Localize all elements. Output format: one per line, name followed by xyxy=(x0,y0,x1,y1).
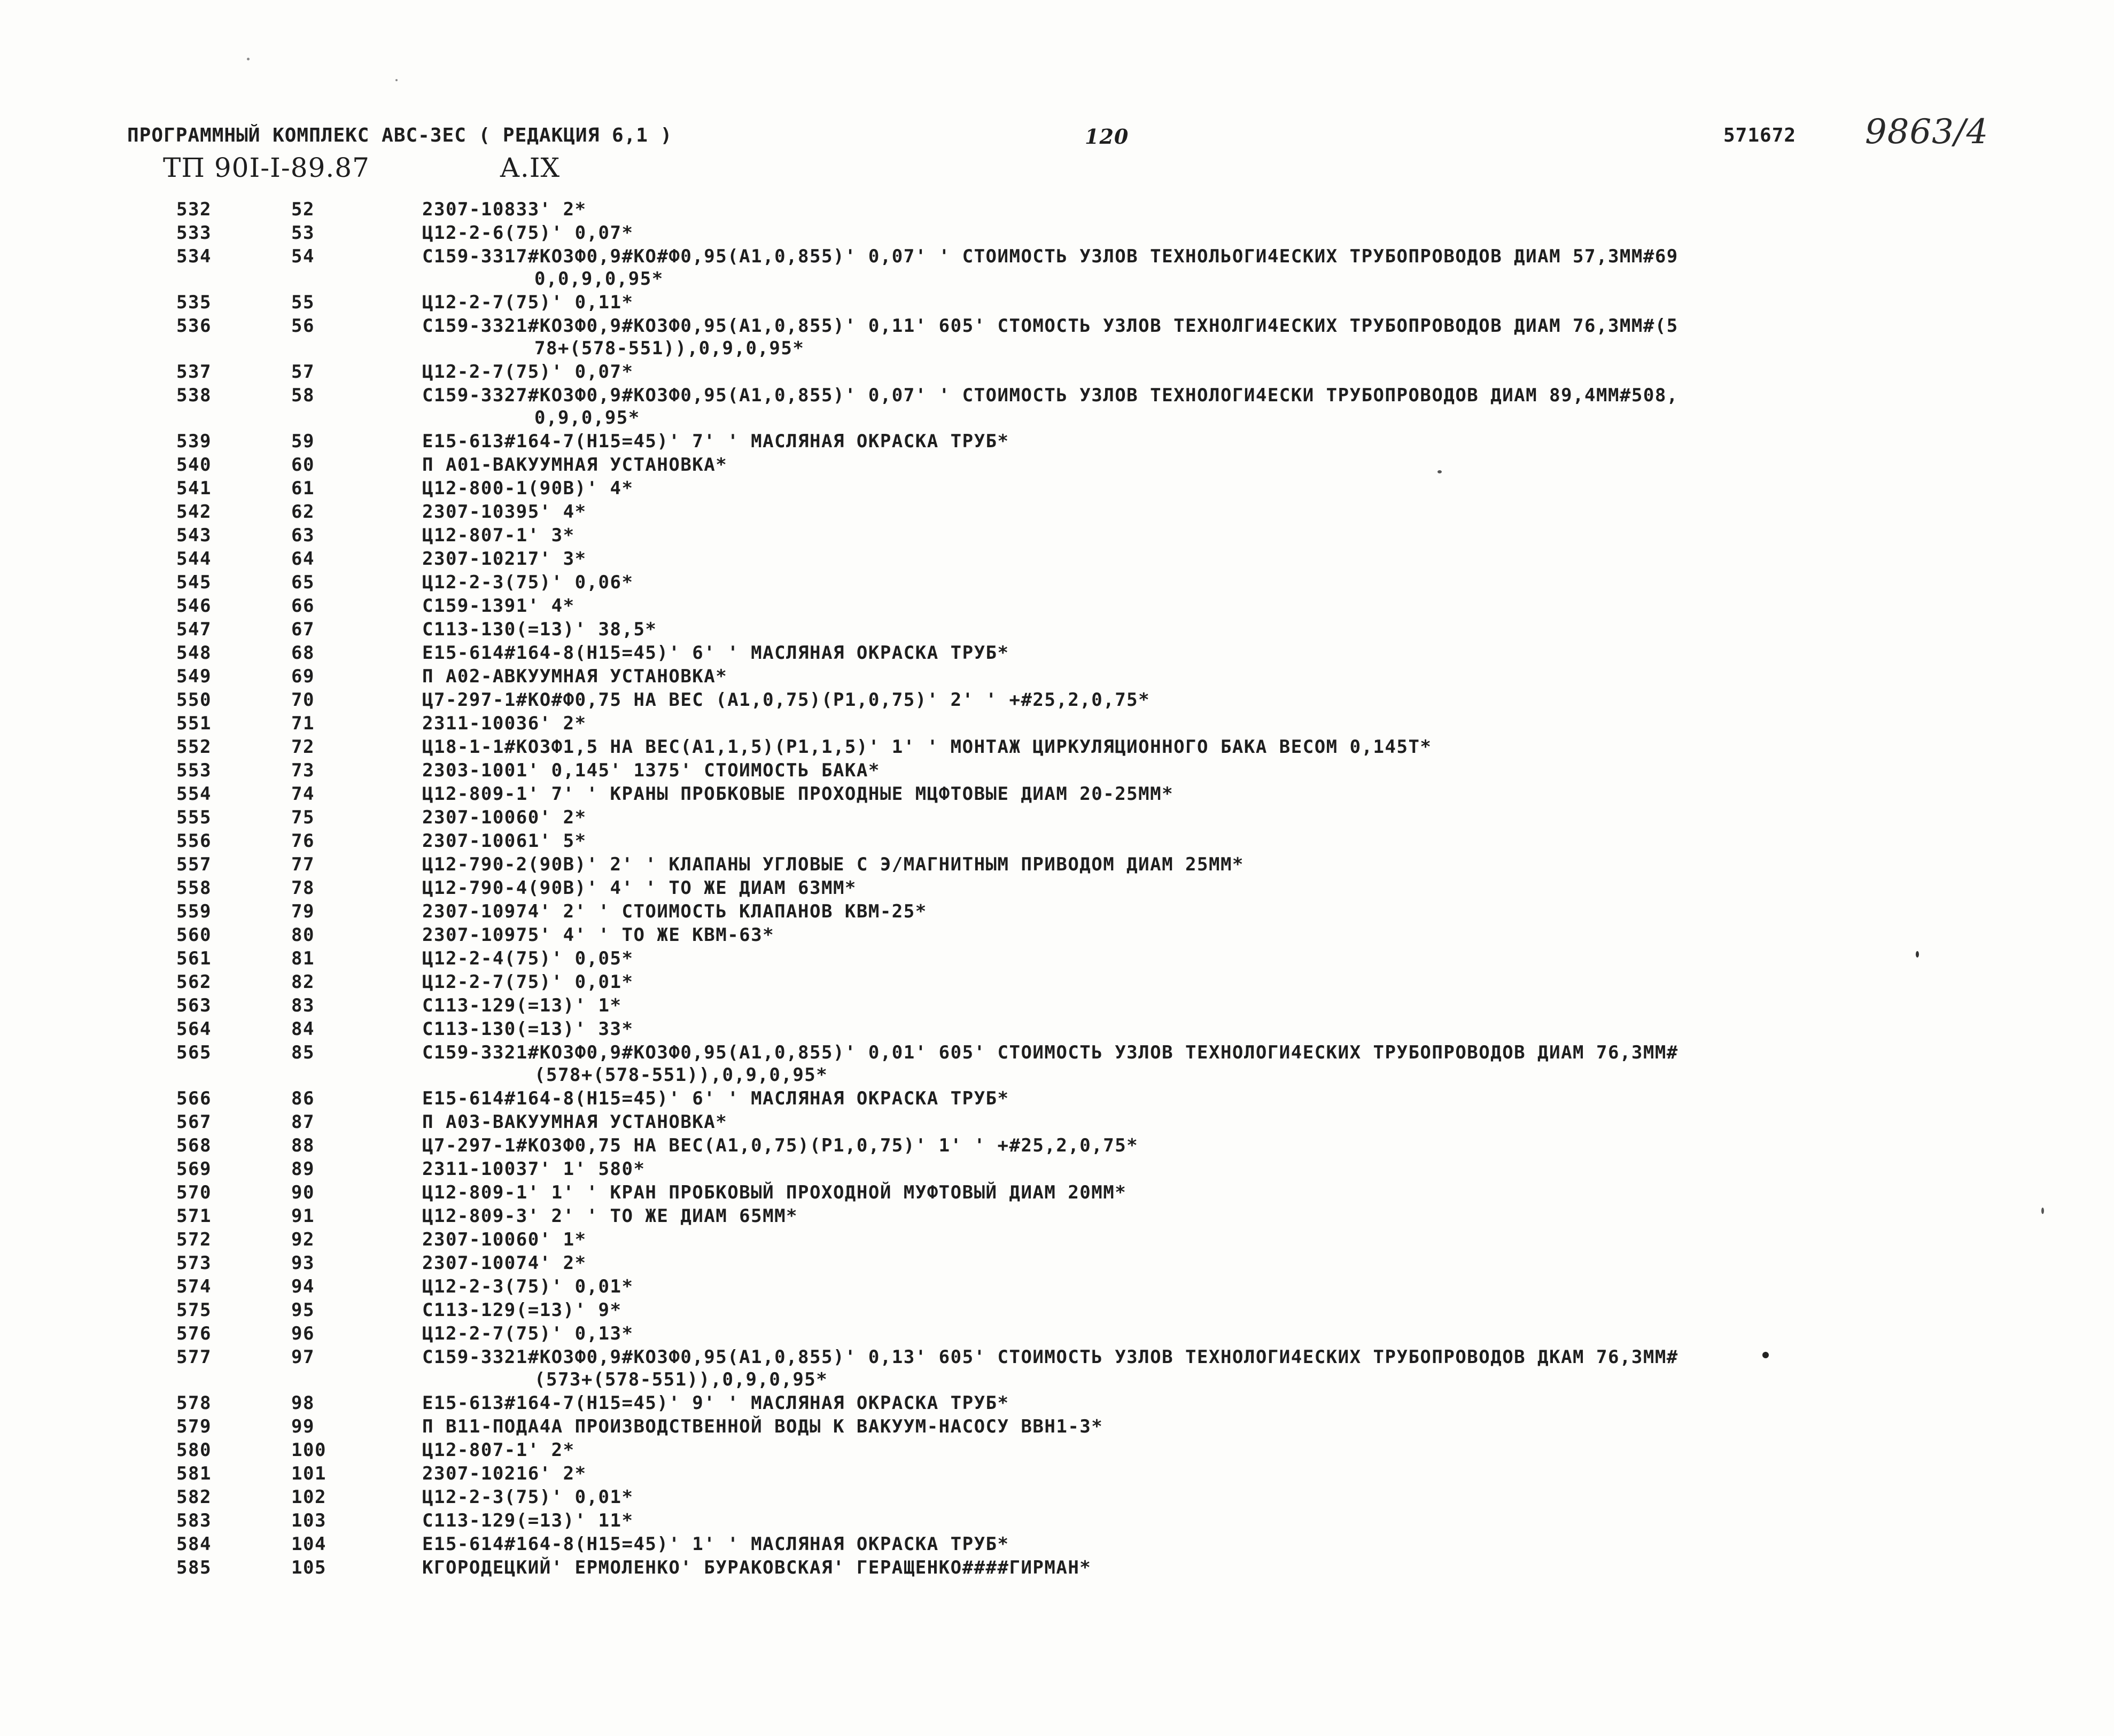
record-text: Е15-614#164-8(Н15=45)' 1' ' МАСЛЯНАЯ ОКРАСКА ТРУБ* xyxy=(422,1533,1009,1555)
record-number: 74 xyxy=(291,783,315,805)
record-number: 79 xyxy=(291,901,315,922)
record-text: Е15-614#164-8(Н15=45)' 6' ' МАСЛЯНАЯ ОКРАСКА ТРУБ* xyxy=(422,1088,1009,1109)
listing-row xyxy=(0,1509,2114,1532)
record-text: 2307-10061' 5* xyxy=(422,830,587,852)
listing-row xyxy=(0,1438,2114,1462)
line-number: 545 xyxy=(176,572,212,593)
line-number: 546 xyxy=(176,595,212,617)
line-number: 582 xyxy=(176,1486,212,1508)
listing-row xyxy=(0,1298,2114,1322)
line-number: 577 xyxy=(176,1346,212,1368)
record-number: 71 xyxy=(291,713,315,734)
record-number: 82 xyxy=(291,971,315,993)
line-number: 541 xyxy=(176,478,212,499)
record-number: 96 xyxy=(291,1323,315,1344)
record-text: 2307-10216' 2* xyxy=(422,1463,587,1484)
listing-row xyxy=(0,1087,2114,1110)
listing-row xyxy=(0,618,2114,641)
record-number: 72 xyxy=(291,736,315,758)
project-code: ТП 90I-I-89.87 xyxy=(163,152,370,183)
record-text: Ц12-809-1' 7' ' КРАНЫ ПРОБКОВЫЕ ПРОХОДНЫЕ МЦФТОВЫЕ ДИАМ 20-25ММ* xyxy=(422,783,1174,805)
line-number: 568 xyxy=(176,1135,212,1156)
record-text: Ц12-809-1' 1' ' КРАН ПРОБКОВЫЙ ПРОХОДНОЙ МУФТОВЫЙ ДИАМ 20ММ* xyxy=(422,1182,1127,1203)
listing-row xyxy=(0,759,2114,782)
record-number: 87 xyxy=(291,1111,315,1133)
listing-row xyxy=(0,970,2114,994)
record-text: Ц18-1-1#КО3Ф1,5 НА ВЕС(А1,1,5)(Р1,1,5)' 1' ' МОНТАЖ ЦИРКУЛЯЦИОННОГО БАКА ВЕСОМ 0,145Т* xyxy=(422,736,1432,758)
record-text: С113-129(=13)' 11* xyxy=(422,1510,634,1531)
listing-row xyxy=(0,384,2114,430)
line-number: 549 xyxy=(176,666,212,687)
scan-speck xyxy=(1762,1352,1769,1358)
line-number: 576 xyxy=(176,1323,212,1344)
line-number: 543 xyxy=(176,525,212,546)
listing-row xyxy=(0,500,2114,524)
line-number: 564 xyxy=(176,1018,212,1040)
handwritten-sheet-number: 9863/4 xyxy=(1865,112,1989,152)
line-number: 561 xyxy=(176,948,212,969)
record-text: Ц12-809-3' 2' ' ТО ЖЕ ДИАМ 65ММ* xyxy=(422,1205,798,1227)
record-text: П А01-ВАКУУМНАЯ УСТАНОВКА* xyxy=(422,454,728,476)
record-text: Ц12-800-1(90В)' 4* xyxy=(422,478,634,499)
record-text: Е15-613#164-7(Н15=45)' 7' ' МАСЛЯНАЯ ОКРАСКА ТРУБ* xyxy=(422,431,1009,452)
line-number: 555 xyxy=(176,807,212,828)
listing-row xyxy=(0,1041,2114,1087)
listing-row xyxy=(0,994,2114,1017)
record-number: 80 xyxy=(291,924,315,946)
record-number: 92 xyxy=(291,1229,315,1250)
record-number: 95 xyxy=(291,1299,315,1321)
line-number: 533 xyxy=(176,222,212,244)
record-number: 52 xyxy=(291,199,315,220)
listing-row xyxy=(0,782,2114,806)
listing-row xyxy=(0,829,2114,853)
record-text: 2307-10833' 2* xyxy=(422,199,587,220)
record-continuation: (578+(578-551)),0,9,0,95* xyxy=(534,1064,828,1086)
line-number: 558 xyxy=(176,877,212,899)
record-text: 2307-10217' 3* xyxy=(422,548,587,570)
listing-row xyxy=(0,314,2114,360)
listing-row xyxy=(0,594,2114,618)
listing-row xyxy=(0,1556,2114,1579)
line-number: 540 xyxy=(176,454,212,476)
record-number: 78 xyxy=(291,877,315,899)
line-number: 544 xyxy=(176,548,212,570)
line-number: 559 xyxy=(176,901,212,922)
listing-row xyxy=(0,477,2114,500)
record-text: С159-3321#КО3Ф0,9#КО3Ф0,95(А1,0,855)' 0,13' 605' СТОИМОСТЬ УЗЛОВ ТЕХНОЛОГИ4ЕСКИХ ТРУБОПРОВОДОВ ДКАМ 76,3ММ# xyxy=(422,1346,1678,1368)
record-number: 53 xyxy=(291,222,315,244)
page-number: 120 xyxy=(1085,124,1129,149)
record-continuation: 0,0,9,0,95* xyxy=(534,268,664,290)
record-text: Ц12-2-7(75)' 0,13* xyxy=(422,1323,634,1344)
record-text: Ц12-2-7(75)' 0,11* xyxy=(422,292,634,313)
line-number: 560 xyxy=(176,924,212,946)
line-number: 584 xyxy=(176,1533,212,1555)
line-number: 569 xyxy=(176,1158,212,1180)
listing-row xyxy=(0,245,2114,291)
record-number: 55 xyxy=(291,292,315,313)
record-number: 76 xyxy=(291,830,315,852)
line-number: 536 xyxy=(176,315,212,337)
record-number: 59 xyxy=(291,431,315,452)
record-text: С159-3327#КО3Ф0,9#КО3Ф0,95(А1,0,855)' 0,07' ' СТОИМОСТЬ УЗЛОВ ТЕХНОЛОГИ4ЕСКИ ТРУБОПРОВОДОВ ДИАМ 89,4ММ#508, xyxy=(422,385,1678,406)
record-number: 62 xyxy=(291,501,315,523)
listing-row xyxy=(0,876,2114,900)
record-number: 103 xyxy=(291,1510,327,1531)
line-number: 567 xyxy=(176,1111,212,1133)
record-number: 83 xyxy=(291,995,315,1016)
record-text: Ц7-297-1#КО#Ф0,75 НА ВЕС (А1,0,75)(Р1,0,75)' 2' ' +#25,2,0,75* xyxy=(422,689,1151,711)
listing-row xyxy=(0,360,2114,384)
record-number: 81 xyxy=(291,948,315,969)
record-text: Ц12-2-6(75)' 0,07* xyxy=(422,222,634,244)
record-text: Ц12-790-2(90В)' 2' ' КЛАПАНЫ УГЛОВЫЕ С Э/МАГНИТНЫМ ПРИВОДОМ ДИАМ 25ММ* xyxy=(422,854,1244,875)
listing-row xyxy=(0,1181,2114,1204)
listing-row xyxy=(0,547,2114,571)
record-number: 75 xyxy=(291,807,315,828)
record-number: 57 xyxy=(291,361,315,383)
record-text: С159-3321#КО3Ф0,9#КО3Ф0,95(А1,0,855)' 0,01' 605' СТОИМОСТЬ УЗЛОВ ТЕХНОЛОГИ4ЕСКИХ ТРУБОПРОВОДОВ ДИАМ 76,3ММ# xyxy=(422,1042,1678,1063)
record-text: П В11-ПОДА4А ПРОИЗВОДСТВЕННОЙ ВОДЫ К ВАКУУМ-НАСОСУ ВВН1-3* xyxy=(422,1416,1103,1437)
record-number: 64 xyxy=(291,548,315,570)
record-number: 69 xyxy=(291,666,315,687)
listing-row xyxy=(0,806,2114,829)
line-number: 570 xyxy=(176,1182,212,1203)
line-number: 562 xyxy=(176,971,212,993)
record-text: С113-130(=13)' 38,5* xyxy=(422,619,657,640)
record-number: 105 xyxy=(291,1557,327,1578)
line-number: 532 xyxy=(176,199,212,220)
record-number: 56 xyxy=(291,315,315,337)
record-text: 2311-10036' 2* xyxy=(422,713,587,734)
program-title: ПРОГРАММНЫЙ КОМПЛЕКС АВС-3ЕС ( РЕДАКЦИЯ 6,1 ) xyxy=(127,124,673,146)
record-number: 60 xyxy=(291,454,315,476)
record-text: Ц12-2-4(75)' 0,05* xyxy=(422,948,634,969)
record-text: П А02-АВКУУМНАЯ УСТАНОВКА* xyxy=(422,666,728,687)
line-number: 557 xyxy=(176,854,212,875)
record-text: КГОРОДЕЦКИЙ' ЕРМОЛЕНКО' БУРАКОВСКАЯ' ГЕРАЩЕНКО####ГИРМАН* xyxy=(422,1557,1092,1578)
line-number: 572 xyxy=(176,1229,212,1250)
listing-row xyxy=(0,641,2114,665)
record-number: 102 xyxy=(291,1486,327,1508)
listing-row xyxy=(0,1251,2114,1275)
record-continuation: (573+(578-551)),0,9,0,95* xyxy=(534,1369,828,1390)
listing-row xyxy=(0,291,2114,314)
line-number: 585 xyxy=(176,1557,212,1578)
document-code: 571672 xyxy=(1723,124,1797,146)
scan-speck xyxy=(395,79,398,81)
listing-row xyxy=(0,571,2114,594)
listing-row xyxy=(0,1110,2114,1134)
listing-row xyxy=(0,735,2114,759)
record-text: С113-130(=13)' 33* xyxy=(422,1018,634,1040)
record-number: 65 xyxy=(291,572,315,593)
record-number: 54 xyxy=(291,246,315,267)
record-number: 89 xyxy=(291,1158,315,1180)
scan-speck xyxy=(1437,470,1442,473)
record-number: 100 xyxy=(291,1439,327,1461)
record-text: С159-1391' 4* xyxy=(422,595,575,617)
listing-row xyxy=(0,712,2114,735)
record-text: 2307-10060' 2* xyxy=(422,807,587,828)
record-text: С159-3317#КО3Ф0,9#КО#Ф0,95(А1,0,855)' 0,07' ' СТОИМОСТЬ УЗЛОВ ТЕХНОЛЬОГИ4ЕСКИХ ТРУБОПРОВОДОВ ДИАМ 57,3ММ#69 xyxy=(422,246,1678,267)
record-number: 61 xyxy=(291,478,315,499)
record-number: 97 xyxy=(291,1346,315,1368)
record-text: 2307-10074' 2* xyxy=(422,1252,587,1274)
record-number: 94 xyxy=(291,1276,315,1297)
record-text: С113-129(=13)' 9* xyxy=(422,1299,622,1321)
listing-row xyxy=(0,1322,2114,1345)
record-text: Е15-613#164-7(Н15=45)' 9' ' МАСЛЯНАЯ ОКРАСКА ТРУБ* xyxy=(422,1392,1009,1414)
line-number: 583 xyxy=(176,1510,212,1531)
line-number: 539 xyxy=(176,431,212,452)
record-number: 86 xyxy=(291,1088,315,1109)
line-number: 573 xyxy=(176,1252,212,1274)
listing-row xyxy=(0,923,2114,947)
line-number: 552 xyxy=(176,736,212,758)
record-number: 90 xyxy=(291,1182,315,1203)
record-text: С159-3321#КО3Ф0,9#КО3Ф0,95(А1,0,855)' 0,11' 605' СТОМОСТЬ УЗЛОВ ТЕХНОЛГИ4ЕСКИХ ТРУБОПРОВОДОВ ДИАМ 76,3ММ#(5 xyxy=(422,315,1678,337)
record-number: 63 xyxy=(291,525,315,546)
listing-row xyxy=(0,853,2114,876)
record-text: 2311-10037' 1' 580* xyxy=(422,1158,646,1180)
record-number: 67 xyxy=(291,619,315,640)
record-number: 98 xyxy=(291,1392,315,1414)
listing-row xyxy=(0,665,2114,688)
record-text: С113-129(=13)' 1* xyxy=(422,995,622,1016)
line-number: 548 xyxy=(176,642,212,664)
line-number: 538 xyxy=(176,385,212,406)
line-number: 553 xyxy=(176,760,212,781)
listing-row xyxy=(0,1017,2114,1041)
record-text: 2307-10974' 2' ' СТОИМОСТЬ КЛАПАНОВ КВМ-25* xyxy=(422,901,927,922)
line-number: 556 xyxy=(176,830,212,852)
listing-row xyxy=(0,221,2114,245)
record-number: 70 xyxy=(291,689,315,711)
record-number: 68 xyxy=(291,642,315,664)
listing-row xyxy=(0,1134,2114,1157)
record-text: 2307-10060' 1* xyxy=(422,1229,587,1250)
record-continuation: 78+(578-551)),0,9,0,95* xyxy=(534,338,805,359)
record-text: Ц12-2-7(75)' 0,01* xyxy=(422,971,634,993)
record-text: Ц12-2-7(75)' 0,07* xyxy=(422,361,634,383)
line-number: 551 xyxy=(176,713,212,734)
record-text: 2303-1001' 0,145' 1375' СТОИМОСТЬ БАКА* xyxy=(422,760,880,781)
listing-row xyxy=(0,1485,2114,1509)
line-number: 554 xyxy=(176,783,212,805)
line-number: 535 xyxy=(176,292,212,313)
scan-speck xyxy=(2041,1208,2044,1214)
listing-row xyxy=(0,1532,2114,1556)
listing-row xyxy=(0,198,2114,221)
record-number: 77 xyxy=(291,854,315,875)
line-number: 574 xyxy=(176,1276,212,1297)
record-number: 104 xyxy=(291,1533,327,1555)
listing-row xyxy=(0,900,2114,923)
listing-row xyxy=(0,453,2114,477)
listing-row xyxy=(0,1391,2114,1415)
line-number: 566 xyxy=(176,1088,212,1109)
record-number: 85 xyxy=(291,1042,315,1063)
record-text: Ц12-2-3(75)' 0,01* xyxy=(422,1276,634,1297)
line-number: 563 xyxy=(176,995,212,1016)
line-number: 537 xyxy=(176,361,212,383)
record-text: 2307-10395' 4* xyxy=(422,501,587,523)
record-number: 88 xyxy=(291,1135,315,1156)
record-number: 91 xyxy=(291,1205,315,1227)
listing-row xyxy=(0,1415,2114,1438)
scan-speck xyxy=(247,58,250,60)
listing-row xyxy=(0,1157,2114,1181)
listing-row xyxy=(0,1345,2114,1391)
line-number: 534 xyxy=(176,246,212,267)
record-number: 93 xyxy=(291,1252,315,1274)
record-number: 66 xyxy=(291,595,315,617)
record-text: Е15-614#164-8(Н15=45)' 6' ' МАСЛЯНАЯ ОКРАСКА ТРУБ* xyxy=(422,642,1009,664)
record-text: Ц7-297-1#КО3Ф0,75 НА ВЕС(А1,0,75)(Р1,0,75)' 1' ' +#25,2,0,75* xyxy=(422,1135,1139,1156)
listing-row xyxy=(0,1204,2114,1228)
line-number: 547 xyxy=(176,619,212,640)
record-continuation: 0,9,0,95* xyxy=(534,407,640,429)
line-number: 580 xyxy=(176,1439,212,1461)
scan-speck xyxy=(1916,951,1919,957)
line-number: 542 xyxy=(176,501,212,523)
listing-row xyxy=(0,524,2114,547)
listing-row xyxy=(0,1462,2114,1485)
line-number: 550 xyxy=(176,689,212,711)
record-number: 84 xyxy=(291,1018,315,1040)
record-text: Ц12-2-3(75)' 0,01* xyxy=(422,1486,634,1508)
listing-row xyxy=(0,1275,2114,1298)
record-text: Ц12-807-1' 3* xyxy=(422,525,575,546)
record-number: 99 xyxy=(291,1416,315,1437)
record-number: 73 xyxy=(291,760,315,781)
listing-row xyxy=(0,1228,2114,1251)
line-number: 579 xyxy=(176,1416,212,1437)
record-text: Ц12-790-4(90В)' 4' ' ТО ЖЕ ДИАМ 63ММ* xyxy=(422,877,857,899)
record-text: Ц12-807-1' 2* xyxy=(422,1439,575,1461)
line-number: 578 xyxy=(176,1392,212,1414)
line-number: 565 xyxy=(176,1042,212,1063)
listing-row xyxy=(0,430,2114,453)
record-text: Ц12-2-3(75)' 0,06* xyxy=(422,572,634,593)
section-label: А.IX xyxy=(500,152,561,183)
listing-row xyxy=(0,688,2114,712)
record-text: П А03-ВАКУУМНАЯ УСТАНОВКА* xyxy=(422,1111,728,1133)
listing-row xyxy=(0,947,2114,970)
record-number: 101 xyxy=(291,1463,327,1484)
line-number: 581 xyxy=(176,1463,212,1484)
record-text: 2307-10975' 4' ' ТО ЖЕ КВМ-63* xyxy=(422,924,775,946)
record-number: 58 xyxy=(291,385,315,406)
line-number: 575 xyxy=(176,1299,212,1321)
line-number: 571 xyxy=(176,1205,212,1227)
listing-body xyxy=(0,198,2114,1579)
